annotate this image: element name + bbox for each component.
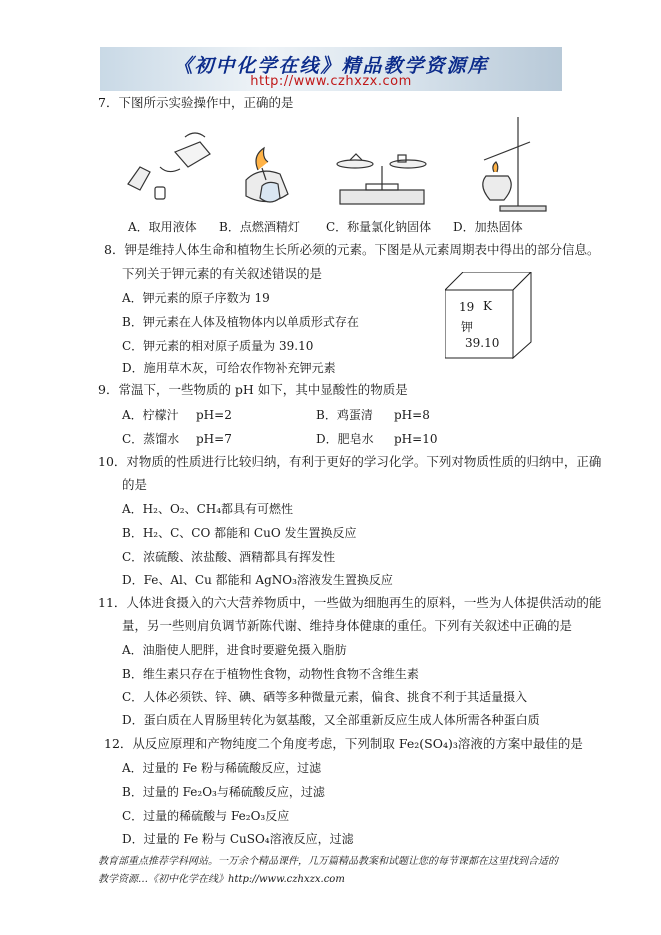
q7-stem: 7．下图所示实验操作中，正确的是 — [98, 95, 294, 110]
q8-option-c: C．钾元素的相对原子质量为 39.10 — [122, 339, 314, 353]
q7-option-b: B．点燃酒精灯 — [219, 220, 300, 234]
q9-stem: 9．常温下，一些物质的 pH 如下，其中显酸性的物质是 — [98, 382, 408, 397]
banner-title: 《初中化学在线》精品教学资源库 — [173, 55, 489, 77]
q12-option-b: B．过量的 Fe₂O₃与稀硫酸反应，过滤 — [122, 785, 325, 799]
q9-option-b-ph: pH=8 — [394, 408, 430, 422]
q11-option-b: B．维生素只存在于植物性食物，动物性食物不含维生素 — [122, 667, 419, 681]
q11-option-a: A．油脂使人肥胖，进食时要避免摄入脂肪 — [122, 643, 347, 657]
q12-option-c: C．过量的稀硫酸与 Fe₂O₃反应 — [122, 809, 290, 823]
q10-stem-line1: 10．对物质的性质进行比较归纳，有利于更好的学习化学。下列对物质性质的归纳中，正确 — [98, 454, 602, 469]
element-symbol: K — [483, 299, 492, 313]
q11-stem-line2: 量，另一些则肩负调节新陈代谢、维持身体健康的重任。下列有关叙述中正确的是 — [122, 618, 573, 633]
pouring-liquid-figure — [128, 133, 210, 199]
q9-option-d-label: D．肥皂水 — [316, 432, 374, 446]
q9-option-a-label: A．柠檬汁 — [122, 408, 179, 422]
q12-stem: 12．从反应原理和产物纯度二个角度考虑，下列制取 Fe₂(SO₄)₃溶液的方案中最佳的是 — [104, 736, 583, 751]
q7-figures — [0, 112, 661, 232]
q7-option-a: A．取用液体 — [128, 220, 197, 234]
q9-option-c-label: C．蒸馏水 — [122, 432, 180, 446]
q8-stem-line1: 8．钾是维持人体生命和植物生长所必须的元素。下图是从元素周期表中得出的部分信息。 — [104, 242, 600, 257]
q9-option-a-ph: pH=2 — [196, 408, 232, 422]
q8-option-a: A．钾元素的原子序数为 19 — [122, 291, 270, 305]
q10-option-b: B．H₂、C、CO 都能和 CuO 发生置换反应 — [122, 526, 357, 540]
q10-option-c: C．浓硫酸、浓盐酸、酒精都具有挥发性 — [122, 550, 336, 564]
banner-url[interactable]: http://www.czhxzx.com — [250, 74, 412, 89]
q9-option-b-label: B．鸡蛋清 — [316, 408, 373, 422]
q7-option-c: C．称量氯化钠固体 — [326, 220, 432, 234]
element-name: 钾 — [461, 320, 474, 334]
heating-solid-figure — [483, 117, 546, 211]
balance-figure — [337, 154, 426, 204]
q8-stem-line2: 下列关于钾元素的有关叙述错误的是 — [122, 266, 323, 281]
q8-option-b: B．钾元素在人体及植物体内以单质形式存在 — [122, 315, 359, 329]
footer-line2[interactable]: 教学资源…《初中化学在线》http://www.czhxzx.com — [98, 874, 345, 885]
q9-option-d-ph: pH=10 — [394, 432, 438, 446]
q7-option-d: D．加热固体 — [453, 220, 523, 234]
element-mass: 39.10 — [465, 336, 500, 350]
q9-option-c-ph: pH=7 — [196, 432, 232, 446]
q12-option-a: A．过量的 Fe 粉与稀硫酸反应，过滤 — [122, 761, 322, 775]
q8-option-d: D．施用草木灰，可给农作物补充钾元素 — [122, 361, 336, 375]
q11-option-c: C．人体必须铁、锌、碘、硒等多种微量元素，偏食、挑食不利于其适量摄入 — [122, 690, 528, 704]
q11-option-d: D．蛋白质在人胃肠里转化为氨基酸，又全部重新反应生成人体所需各种蛋白质 — [122, 713, 540, 727]
alcohol-lamp-figure — [246, 148, 288, 202]
header-banner — [100, 47, 562, 91]
q10-stem-line2: 的是 — [122, 477, 148, 492]
periodic-table-cell — [445, 272, 535, 364]
q12-option-d: D．过量的 Fe 粉与 CuSO₄溶液反应，过滤 — [122, 832, 354, 846]
footer-line1: 教育部重点推荐学科网站。一万余个精品课件，几万篇精品教案和试题让您的每节课都在这里找到合适的 — [98, 856, 558, 867]
q11-stem-line1: 11．人体进食摄入的六大营养物质中，一些做为细胞再生的原料，一些为人体提供活动的能 — [98, 595, 602, 610]
q10-option-a: A．H₂、O₂、CH₄都具有可燃性 — [122, 502, 294, 516]
q10-option-d: D．Fe、Al、Cu 都能和 AgNO₃溶液发生置换反应 — [122, 573, 393, 587]
element-number: 19 — [459, 300, 475, 314]
